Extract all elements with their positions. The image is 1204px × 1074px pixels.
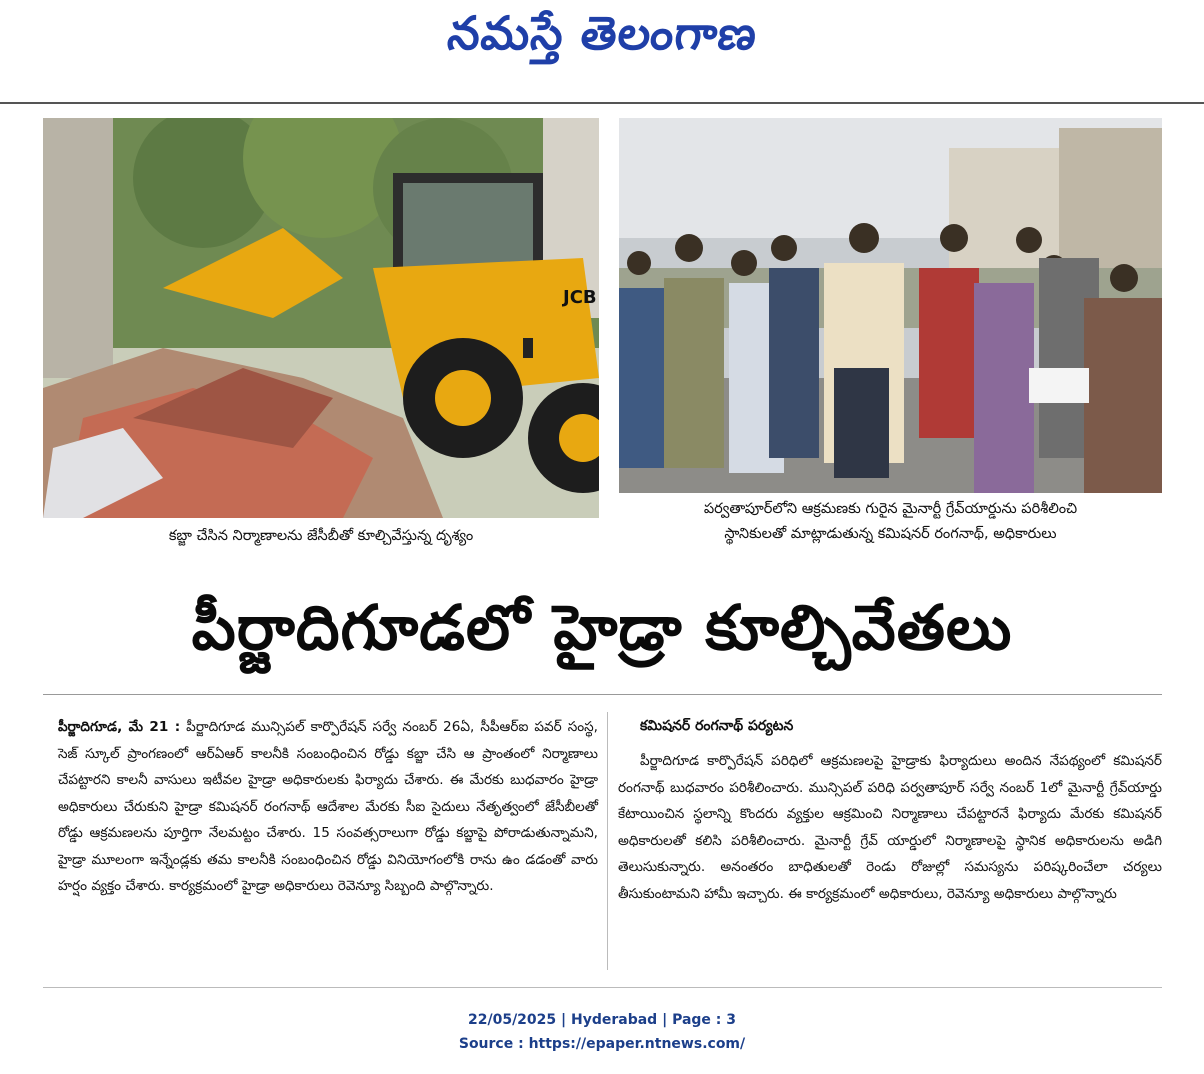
masthead [0,0,1204,104]
footer-divider [43,987,1162,988]
right-photo-caption [619,497,1162,547]
jcb-logo: JCB [563,287,597,308]
column-divider [607,712,608,970]
masthead-divider [0,102,1204,104]
left-photo-caption: కబ్జా చేసిన నిర్మాణాలను జేసీబీతో కూల్చివేస్తున్న దృశ్యం [168,528,474,544]
article-left-body: పీర్జాదిగూడ మున్సిపల్ కార్పొరేషన్ సర్వే నంబర్ 26ఏ, సీపీఆర్ఐ పవర్ సంస్థ, సెజ్ స్కూల్ ప్రాంగణంలో ఆర్ఏఆర్ కాలనీకి సంబంధించిన రోడ్డు కబ్జా చేసి ఆ ప్రాంతంలో నిర్మాణాలు చేపట్టారని కాలనీ వాసులు ఇటీవల హైడ్రా అధికారులకు ఫిర్యాదు చేశారు. ఈ మేరకు బుధవారం హైడ్రా అధికారులు చేరుకుని హైడ్రా కమిషనర్ రంగనాథ్ ఆదేశాల మేరకు సీఐ సైదులు నేతృత్వంలో జేసీబీలతో రోడ్డు ఆక్రమణలను పూర్తిగా నేలమట్టం చేశారు. 15 సంవత్సరాలుగా రోడ్డు కబ్జాపై పోరాడుతున్నామని, హైడ్రా మూలంగా ఇన్నేండ్లకు తమ కాలనీకి సంబంధించిన రోడ్డు వినియోగంలోకి రాను ఉం డడంతో వారు హర్షం వ్యక్తం చేశారు. కార్యక్రమంలో హైడ్రా అధికారులు రెవెన్యూ సిబ్బంది పాల్గొన్నారు. [58,719,598,894]
article-right-column [618,748,1162,907]
right-caption-line-2: స్థానికులతో మాట్లాడుతున్న కమిషనర్ రంగనాథ్, అధికారులు [724,526,1057,542]
right-caption-line-1: పర్వతాపూర్‌లోని ఆక్రమణకు గురైన మైనార్టీ గ్రేవ్‌యార్డును పరిశీలించి [703,501,1078,517]
edition-info: 22/05/2025 | Hyderabad | Page : 3 [467,1012,737,1028]
main-headline: పీర్జాదిగూడలో హైడ్రా కూల్చివేతలు [191,591,1013,664]
headline-divider [43,694,1162,695]
article-subhead: కమిషనర్ రంగనాథ్ పర్యటన [640,718,794,734]
inspection-photo [619,118,1162,493]
article-right-body: పీర్జాదిగూడ కార్పొరేషన్ పరిధిలో ఆక్రమణలపై హైడ్రాకు ఫిర్యాదులు అందిన నేపథ్యంలో కమిషనర్ రంగనాథ్ బుధవారం పరిశీలించారు. మున్సిపల్ పరిధి పర్వతాపూర్ సర్వే నంబర్ 1లో మైనార్టీ గ్రేవ్‌యార్డు కేటాయించిన స్థలాన్ని కొందరు వ్యక్తుల ఆక్రమించి నిర్మాణాలు చేపట్టారనే ఫిర్యాదు మేరకు కమిషనర్ అధికారులతో కలిసి పరిశీలించారు. మైనార్టీ గ్రేవ్ యార్డులో నిర్మాణాలపై స్థానిక అధికారులను అడిగి తెలుసుకున్నారు. అనంతరం బాధితులతో రెండు రోజుల్లో సమస్యను పరిష్కరించేలా చర్యలు తీసుకుంటామని హామీ ఇచ్చారు. ఈ కార్యక్రమంలో అధికారులు, రెవెన్యూ అధికారులు పాల్గొన్నారు [618,753,1162,902]
dateline: పీర్జాదిగూడ, మే 21 : [58,719,181,735]
source-link[interactable]: Source : https://epaper.ntnews.com/ [458,1036,746,1052]
article-left-column [58,714,598,900]
newspaper-logo: నమస్తే తెలంగాణ [445,6,761,60]
demolition-photo [43,118,599,518]
